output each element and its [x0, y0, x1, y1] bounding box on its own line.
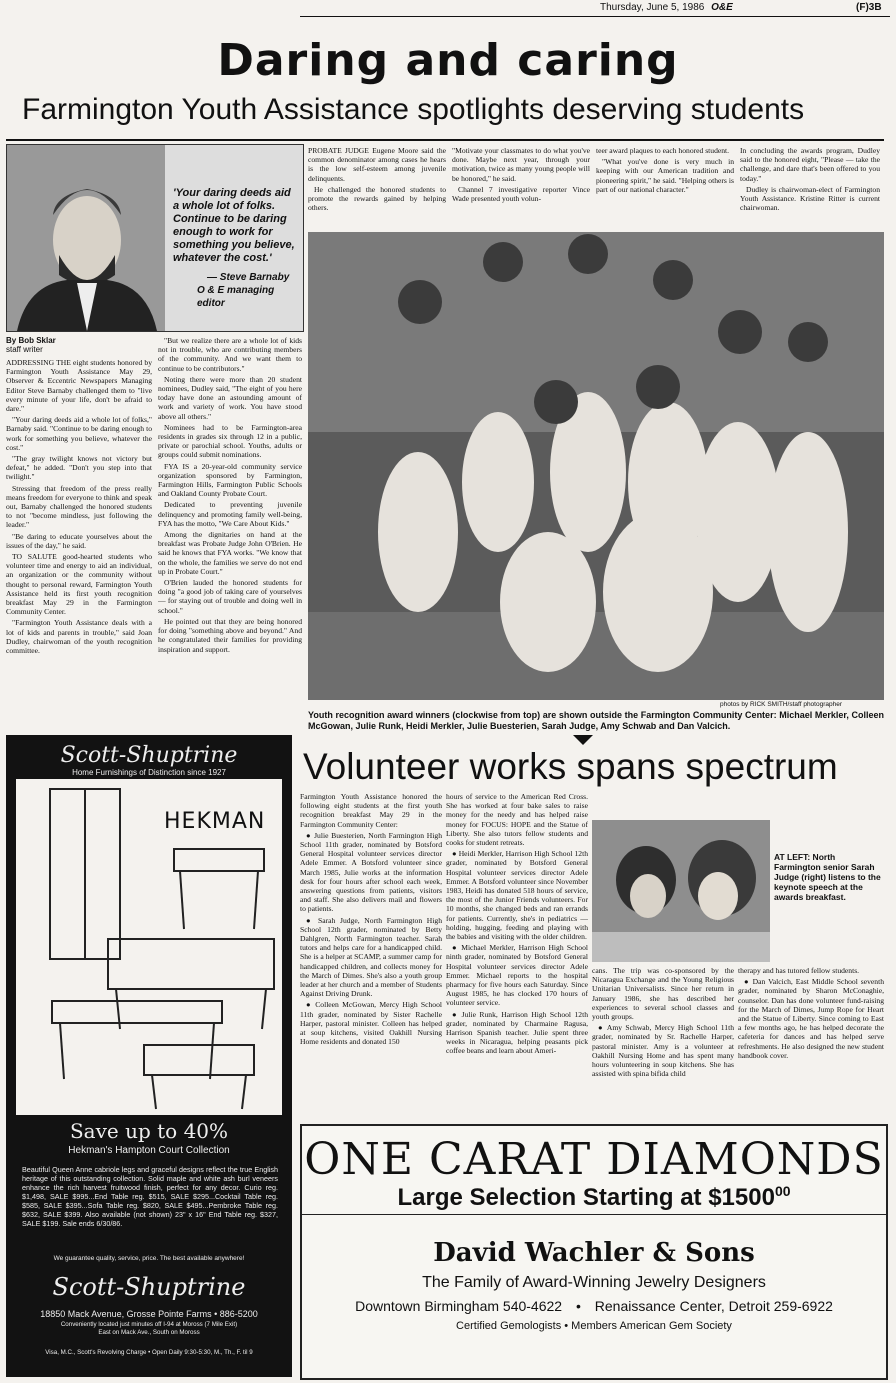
article-column-5	[596, 146, 734, 228]
header-rule	[300, 16, 890, 17]
quote-attribution: — Steve Barnaby	[207, 272, 290, 283]
article-paragraph: ● Heidi Merkler, Harrison High School 12th grader, nominated by Botsford General Hospital volunteer services director Adele Emmer. A Botsford volunteer since November 1983, Heidi has donated 518 hours of service, the most of the Junior Friends volunteers. For 10 months, she changed beds and ran errands for patients. Currently, she's in pediatrics — holding, hugging, feeding and playing with the babies and visiting with the older children.	[446, 849, 588, 942]
furniture-ad	[6, 735, 292, 1377]
ad-product-photo	[16, 779, 282, 1115]
article-column-2	[158, 336, 302, 694]
article-paragraph: Dudley is chairwoman-elect of Farmington Youth Assistance. Kristine Ritter is current chairwoman.	[740, 184, 880, 213]
issue-date: Thursday, June 5, 1986	[600, 2, 705, 13]
photo-caption: Youth recognition award winners (clockwise from top) are shown outside the Farmington Community Center: Michael Merkler, Colleen McGowan, Julie Runk, Heidi Merkler, Julie Buesterien, Sarah Judge, Amy Schwab and Dan Valcich.	[308, 710, 884, 731]
article-paragraph: "Motivate your classmates to do what you've done. Maybe next year, through your motivation, twice as many young people will be honored," he said.	[452, 146, 590, 183]
headline-rule	[6, 139, 884, 141]
ad-address: 18850 Mack Avenue, Grosse Pointe Farms • 886-5200	[40, 1309, 258, 1319]
ad-location-2: East on Mack Ave., South on Moross	[98, 1329, 200, 1336]
article-headline: Daring and caring	[217, 35, 679, 86]
jewelry-subhead-text: Large Selection Starting at $1500	[397, 1184, 775, 1211]
jewelry-ad-rule	[302, 1214, 886, 1215]
article-paragraph: "But we realize there are a whole lot of kids not in trouble, who are contributing members of the community. And we want them to continue to be contributors."	[158, 336, 302, 373]
article-paragraph: Noting there were more than 20 student nominees, Dudley said, "The eight of you here today have done an astounding amount of work and variety of work. You have stood above all others."	[158, 374, 302, 421]
article-paragraph: ● Michael Merkler, Harrison High School ninth grader, nominated by Botsford General Hospital volunteer services director Adele Emmer. Michael reports to the hospital pharmacy for five hours each Saturday. Since August 1985, he has clocked 170 hours of volunteer service.	[446, 943, 588, 1008]
article-paragraph: He challenged the honored students to promote the rewards gained by helping others.	[308, 184, 446, 213]
page-number: (F)3B	[856, 2, 882, 13]
pull-quote: 'Your daring deeds aid a whole lot of folks. Continue to be daring enough to work for something you believe, whatever the cost.'	[173, 187, 295, 264]
ad-headline: Save up to 40%	[69, 1119, 229, 1143]
furniture-illustration	[16, 779, 282, 1115]
jewelry-locations	[302, 1298, 886, 1314]
jewelry-subhead	[302, 1183, 886, 1212]
article-paragraph: Farmington Youth Assistance honored the following eight students at the first youth recognition breakfast May 29 in the Farmington Community Center:	[300, 792, 442, 829]
ad-guarantee: We guarantee quality, service, price. The best available anywhere!	[53, 1255, 245, 1262]
ad-brand: Scott-Shuptrine	[60, 743, 238, 768]
jewelry-headline: ONE CARAT DIAMONDS	[304, 1134, 884, 1185]
article-paragraph: Nominees had to be Farmington-area residents in grades six through 12 in a public, private or parochial school. Youths, adults or groups could submit nominations.	[158, 422, 302, 460]
article2-column-4	[738, 966, 884, 1118]
quote-attribution-title: O & E managing editor	[197, 285, 275, 309]
photo-credit: photos by RICK SMITH/staff photographer	[720, 701, 842, 708]
running-head	[600, 2, 733, 13]
article-paragraph: FYA IS a 20-year-old community service organization sponsored by Farmington, Farmington Hills, Farmington Public Schools and Oakland County Probate Court.	[158, 461, 302, 499]
article-column-4	[452, 146, 590, 228]
article2-column-3	[592, 966, 734, 1118]
article-paragraph: "The gray twilight knows not victory but defeat," he added. "Don't you step into that twilight."	[6, 454, 152, 482]
article-paragraph: ● Dan Valcich, East Middle School seventh grader, nominated by Sharon McConaghie, counselor. Dan has done volunteer fund-raising for the March of Dimes, Jump Rope for Heart and the Statue of Liberty. Since coming to East a few months ago, he has helped decorate the cafeteria for dances and has helped serve refreshments. He also designed the new student handbook cover.	[738, 977, 884, 1060]
article-column-3	[308, 146, 446, 228]
group-photo	[308, 232, 884, 700]
article-paragraph: therapy and has tutored fellow students.	[738, 966, 860, 975]
ad-location: Conveniently located just minutes off I-94 at Moross (7 Mile Exit)	[60, 1321, 238, 1328]
arrow-marker	[573, 735, 593, 745]
article-paragraph: cans. The trip was co-sponsored by the Nicaragua Exchange and the Young Religious Unitarian Universalists. Since her return in January 1986, she has described her experiences to several school classes and youth groups.	[592, 966, 734, 1022]
article-paragraph: ● Julie Buesterien, North Farmington High School 11th grader, nominated by Botsford General Hospital volunteer services director Adele Emmer. A Botsford volunteer since March 1985, Julie works at the information desk for four hours after school each week, answering questions from patients, visitors and staff. She also delivers mail and flowers to patients.	[300, 830, 442, 914]
byline-title: staff writer	[6, 345, 43, 354]
article-paragraph: "Farmington Youth Assistance deals with a lot of kids and parents in trouble," said Joan Dudley, chairwoman of the youth recognition committee.	[6, 618, 152, 656]
jewelry-ad	[300, 1124, 888, 1380]
article-paragraph: ● Julie Runk, Harrison High School 12th grader, nominated by Charmaine Ragusa, Harrison Spanish teacher. Julie spent three weeks in Nicaragua, helping peasants pick coffee beans and learn about Ameri-	[446, 1009, 588, 1056]
article-paragraph: In concluding the awards program, Dudley said to the honored eight, "Please — take the challenge, and dare that's been offered to you today."	[740, 146, 880, 183]
jewelry-brand: David Wachler & Sons	[433, 1238, 755, 1268]
article-paragraph: hours of service to the American Red Cross. She has worked at four bake sales to raise money for the needy and has helped raise money for FOCUS: HOPE and the Statue of Liberty. She also tutors fellow students and cooks for student retreats.	[446, 792, 588, 848]
jewelry-tagline: The Family of Award-Winning Jewelry Designers	[422, 1274, 766, 1291]
article-paragraph: "Your daring deeds aid a whole lot of folks," Barnaby said. "Continue to be daring enough to work for something you believe, whatever the cost."	[6, 415, 152, 452]
breakfast-photo	[592, 820, 770, 962]
byline	[6, 336, 56, 354]
article-paragraph: ● Colleen McGowan, Mercy High School 11th grader, nominated by Sister Rachelle Harper, pastoral minister. Colleen has helped at soup kitchens, visited Oakhill Nursing Home residents and donated 150	[300, 1000, 442, 1047]
article-paragraph: teer award plaques to each honored student.	[596, 146, 730, 155]
article2-column-2	[446, 792, 588, 1118]
jewelry-certs: Certified Gemologists • Members American Gem Society	[456, 1320, 732, 1332]
article-paragraph: O'Brien lauded the honored students for doing "a good job of taking care of yourselves — for staying out of trouble and doing well in school."	[158, 578, 302, 615]
article-paragraph: ● Sarah Judge, North Farmington High School 12th grader, nominated by Betty Dahlgren, North Farmington teacher. Sarah tutors and helps care for a handicapped child. She is a helper at SCAMP, a summer camp for handicapped children, and collects money for the March of Dimes. She's also a youth group leader at her church and a member of Students Against Driving Drunk.	[300, 915, 442, 999]
article-paragraph: TO SALUTE good-hearted students who volunteer time and energy to aid an individual, an organization or the community without thought to personal reward, Farmington Youth Assistance held its first youth recognition breakfast May 29 in the Farmington Community Center.	[6, 552, 152, 617]
article2-headline: Volunteer works spans spectrum	[303, 746, 838, 787]
article-paragraph: Dedicated to preventing juvenile delinquency and promoting family well-being, FYA has the motto, "We Care About Kids."	[158, 500, 302, 528]
ad-tagline: Home Furnishings of Distinction since 1927	[72, 768, 226, 777]
quote-box	[6, 144, 304, 332]
article-subhead: Farmington Youth Assistance spotlights deserving students	[22, 93, 805, 126]
article-paragraph: He pointed out that they are being honored for doing "something above and beyond." And he congratulated their families for providing inspiration and support.	[158, 616, 302, 654]
article-paragraph: Channel 7 investigative reporter Vince Wade presented youth volun-	[452, 184, 590, 204]
jewelry-location-1: Downtown Birmingham 540-4622	[355, 1298, 563, 1314]
bullet: •	[575, 1298, 581, 1314]
ad-brand-footer: Scott-Shuptrine	[52, 1273, 246, 1301]
article-paragraph: ADDRESSING THE eight students honored by Farmington Youth Assistance May 29, Observer & Eccentric Newspapers Managing Editor Steve Barnaby challenged them to "live every minute of your life, don't be afraid to dare."	[6, 358, 152, 414]
article-paragraph: Stressing that freedom of the press really means freedom for everyone to think and speak out, Barnaby challenged the honored students to not "become mindless, just following the leader."	[6, 483, 152, 530]
section-name: O&E	[711, 2, 733, 13]
byline-name: By Bob Sklar	[6, 336, 56, 345]
article-paragraph: PROBATE JUDGE Eugene Moore said the common denominator among cases he hears is the low self-esteem among juvenile delinquents.	[308, 146, 446, 183]
jewelry-location-2: Renaissance Center, Detroit 259-6922	[594, 1298, 833, 1314]
article2-column-1	[300, 792, 442, 1118]
article-paragraph: "What you've done is very much in keeping with our American tradition and pioneering spirit," he said. "Helping others is part of our national character."	[596, 157, 734, 194]
article-paragraph: ● Amy Schwab, Mercy High School 11th grader, nominated by Sr. Rachelle Harper, pastoral minister. Amy is a volunteer at Oakhill Nursing Home and has spent many hours volunteering in soup kitchens. She has assisted with spina bifida child	[592, 1023, 734, 1079]
ad-body: Beautiful Queen Anne cabriole legs and graceful designs reflect the true English heritage of this outstanding collection. Solid maple and white ash burl veneers enhance the rich harvest fruitwood finish, perfect for any decor. Curio reg. $1,498, SALE $995...End Table reg. $515, SALE $295...Cocktail Table reg. $585, SALE $395...Sofa Table reg. $820, SALE $495...Pembroke Table reg. $632, SALE $399. Also available (not shown) 23" x 16" End Table reg. $327, SALE $199. Sale ends 6/30/86.	[22, 1165, 278, 1228]
article-paragraph: Among the dignitaries on hand at the breakfast was Probate Judge John O'Brien. He said he knows that FYA works. "We know that on the whole, the families we serve do not end up in Probate Court."	[158, 530, 302, 576]
jewelry-price-cents: 00	[774, 1183, 791, 1199]
ad-subhead: Hekman's Hampton Court Collection	[68, 1145, 230, 1156]
article-column-1	[6, 358, 152, 694]
article-column-6	[740, 146, 880, 228]
article-paragraph: "Be daring to educate yourselves about the issues of the day," he said.	[6, 531, 152, 550]
breakfast-caption: AT LEFT: North Farmington senior Sarah Judge (right) listens to the keynote speech at the awards breakfast.	[774, 852, 881, 902]
portrait-photo	[7, 145, 165, 331]
ad-hours: Visa, M.C., Scott's Revolving Charge • Open Daily 9:30-5:30, M., Th., F. til 9	[45, 1349, 253, 1356]
ad-maker: HEKMAN	[164, 809, 266, 834]
